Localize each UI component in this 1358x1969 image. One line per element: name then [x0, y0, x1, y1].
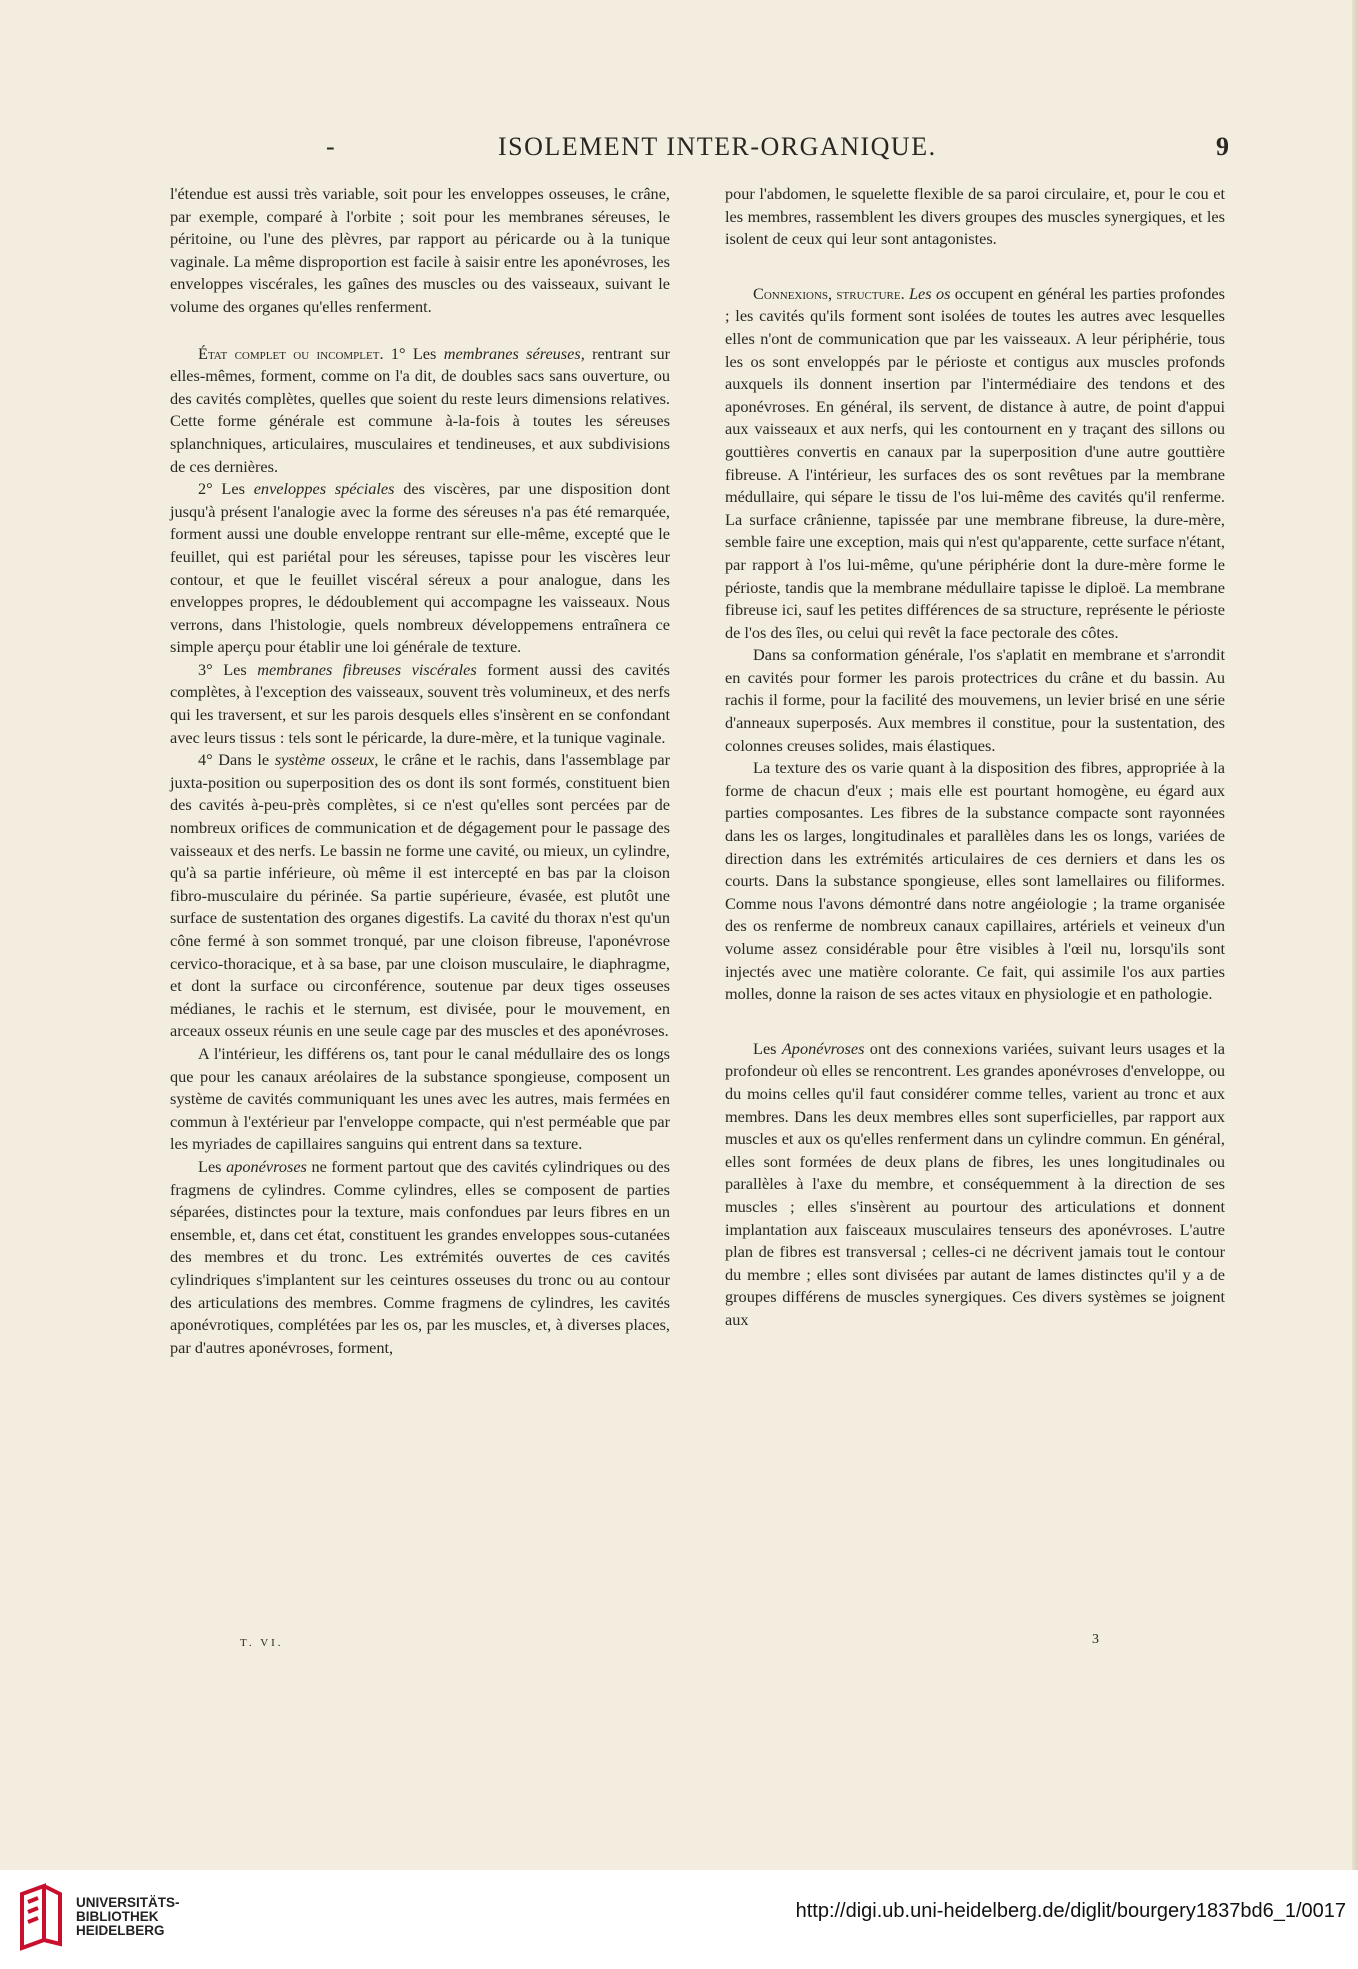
text-run: 2° Les: [198, 479, 254, 499]
section-heading: Connexions, structure.: [753, 283, 905, 303]
library-name[interactable]: [76, 1896, 180, 1938]
text-run: forment aussi des cavités complètes, à l'exception des vaisseaux, souvent très volumineux, et des nerfs qui les traversent, et sur les parois desquels elles s'insèrent en se confondant avec leurs tissus : tels sont le péricarde, la dure-mère, et la tunique vaginale.: [170, 659, 670, 747]
text-run: rentrant sur elles-mêmes, forment, comme on l'a dit, de doubles sacs sans ouverture, ou des cavités complètes, quelles que soient du reste leurs dimensions relatives. Cette forme générale est commune à-la-fois à toutes les séreuses splanchniques, articulaires, musculaires et tendineuses, et aux subdivisions de ces dernières.: [170, 343, 671, 476]
sheet-number: 3: [1092, 1632, 1099, 1647]
right-column: [725, 183, 1225, 1332]
paragraph: [170, 1043, 670, 1156]
book-icon[interactable]: [14, 1882, 66, 1952]
text-run: 3° Les: [198, 659, 258, 679]
signature-mark: T. VI.: [240, 1637, 284, 1649]
italic-term: système osseux: [274, 750, 375, 770]
paragraph: [725, 1038, 1225, 1332]
text-run: occupent en général les parties profondes ; les cavités qu'ils forment sont isolées de toutes les autres avec lesquelles elles n'ont de communication que par les vaisseaux. A leur périphérie, tous les os sont enveloppés par le périoste et contigus aux muscles profonds auxquels ils donnent insertion par l'intermédiaire des tendons et des aponévroses. En général, ils servent, de distance à autre, de point d'appui aux vaisseaux et aux nerfs, qui les contournent en y traçant des sillons ou gouttières convertis en canaux par la superposition d'une autre gouttière fibreuse. A l'intérieur, les surfaces des os sont revêtues par la membrane médullaire, qui sépare le tissu de l'os lui-même des cavités qu'il renferme. La surface crânienne, tapissée par une membrane fibreuse, la dure-mère, semble faire une exception, mais qui n'est qu'apparente, cette surface n'étant, par rapport à l'os lui-même, qu'une périphérie dont la dure-mère forme le périoste, tandis que la membrane médullaire tapisse le diploë. La membrane fibreuse ici, sauf les petites différences de sa structure, représente le périoste de l'os des îles, ou celui qui revêt la face pectorale des côtes.: [725, 283, 1225, 642]
text-run: , le crâne et le rachis, dans l'assemblage par juxta-position ou superposition des os dont ils sont formés, constituent bien des cavités à-peu-près complètes, si ce n'est qu'elles sont percées par de nombreux orifices de communication et de dégagement pour le passage des vaisseaux et des nerfs. Le bassin ne forme une cavité, ou mieux, un cylindre, qu'à sa partie inférieure, où même il est intercepté en bas par la cloison fibro-musculaire du périnée. Sa partie supérieure, évasée, est plutôt une surface de sustentation des organes digestifs. La cavité du thorax n'est qu'un cône fermé à son sommet tronqué, par une cloison fibreuse, l'aponévrose cervico-thoracique, et à sa base, par une cloison musculaire, le diaphragme, et dont la surface ou circonférence, soutenue par deux tiges osseuses médianes, le rachis et le sternum, est divisée, pour le mouvement, en arceaux osseux réunis en une seule cage par des muscles et des aponévroses.: [170, 750, 671, 1041]
permalink-url[interactable]: http://digi.ub.uni-heidelberg.de/diglit/bourgery1837bd6_1/0017: [795, 1900, 1346, 1922]
paragraph: [725, 644, 1225, 757]
paragraph: [725, 283, 1225, 645]
text-run: Les: [198, 1156, 227, 1176]
text-run: 1° Les: [383, 343, 444, 363]
text-run: ont des connexions variées, suivant leurs usages et la profondeur où elles se rencontrent. Les grandes aponévroses d'enveloppe, ou du moins celles qu'il faut considérer comme telles, varient au tronc et aux membres. Dans les deux membres elles sont superficielles, par rapport aux muscles et aux os qu'elles renferment dans un cylindre commun. En général, elles sont formées de deux plans de fibres, les unes longitudinales ou parallèles à l'axe du membre, et conséquemment à la direction de ses muscles ; elles s'insèrent au pourtour des articulations et donnent implantation aux faisceaux musculaires tenseurs des aponévroses. L'autre plan de fibres est transversal ; celles-ci ne décrivent jamais tout le contour du membre ; elles sont divisées par autant de lames distinctes qu'il y a de groupes différens de muscles synergiques. Ces divers systèmes se joignent aux: [725, 1038, 1225, 1329]
text-run: ne forment partout que des cavités cylindriques ou des fragmens de cylindres. Comme cylindres, elles se composent de parties séparées, distinctes pour la texture, mais confondues par leurs fibres en un ensemble, et, dans cet état, constituent les grandes enveloppes sous-cutanées des membres et du tronc. Les extrémités ouvertes de ces cavités cylindriques s'implantent sur les ceintures osseuses du tronc ou au contour des articulations des membres. Comme fragmens de cylindres, les cavités aponévrotiques, complétées par les os, par les muscles, et, à diverses places, par d'autres aponévroses, forment,: [170, 1156, 670, 1357]
paragraph: [170, 183, 670, 319]
library-name-line1: UNIVERSITÄTS-: [76, 1895, 180, 1910]
italic-term: aponévroses: [226, 1156, 307, 1176]
text-run: 4° Dans le: [198, 750, 275, 770]
page-number: 9: [1216, 132, 1230, 161]
text-run: Dans sa conformation générale, l'os s'aplatit en membrane et s'arrondit en cavités pour former les parois protectrices du crâne et du bassin. Au rachis il forme, pour la facilité des mouvemens, un levier brisé en une série d'anneaux superposés. Aux membres il constitue, pour la sustentation, des colonnes creuses solides, mais élastiques.: [725, 645, 1225, 755]
paragraph: [725, 183, 1225, 251]
section-heading: État complet ou incomplet.: [198, 343, 384, 363]
paragraph: [170, 749, 670, 1043]
library-footer: [0, 1870, 1358, 1969]
page-edge: [1352, 0, 1358, 1870]
text-run: des viscères, par une disposition dont jusqu'à présent l'analogie avec la forme des séreuses n'a pas été remarquée, forment aussi une double enveloppe rentrant sur elle-même, excepté que le feuillet, qui est pariétal pour les séreuses, tapisse pour les viscères leur contour, et que le feuillet viscéral séreux a pour analogue, dans les enveloppes propres, le dédoublement qui accompagne les vaisseaux. Nous verrons, dans l'histologie, quels nombreux développemens entraînera ce simple aperçu pour établir une loi générale de texture.: [170, 479, 671, 657]
paragraph: [725, 757, 1225, 1006]
library-name-line2: BIBLIOTHEK: [76, 1909, 159, 1924]
paragraph: [170, 343, 670, 479]
header-dash: -: [326, 132, 336, 161]
page-title: ISOLEMENT INTER-ORGANIQUE.: [498, 132, 937, 161]
running-head: [170, 132, 1230, 172]
text-run: Les: [753, 1038, 782, 1058]
paragraph: [170, 1156, 670, 1359]
library-name-line3: HEIDELBERG: [76, 1923, 165, 1938]
text-run: pour l'abdomen, le squelette flexible de sa paroi circulaire, et, pour le cou et les membres, rassemblent les divers groupes des muscles synergiques, et les isolent de ceux qui leur sont antagonistes.: [725, 184, 1225, 249]
italic-term: Les os: [909, 283, 951, 303]
italic-term: membranes séreuses,: [443, 343, 585, 363]
paragraph: [170, 478, 670, 659]
text-run: La texture des os varie quant à la disposition des fibres, appropriée à la forme de chacun d'eux ; mais elle est pourtant homogène, eu égard aux parties composantes. Les fibres de la substance compacte sont rayonnées dans les os larges, longitudinales et parallèles dans les os longs, variées de direction dans les extrémités articulaires de ces derniers et dans les os courts. Dans la substance spongieuse, elles sont lamellaires ou filiformes. Comme nous l'avons démontré dans notre angéiologie ; la trame organisée des os renferme de nombreux canaux capillaires, artériels et veineux d'un volume assez considérable pour être visibles à l'œil nu, lorsqu'ils sont injectés avec une matière colorante. Ce fait, qui assimile l'os aux parties molles, donne la raison de ses actes vitaux en physiologie et en pathologie.: [725, 758, 1225, 1004]
left-column: [170, 183, 670, 1359]
text-run: A l'intérieur, les différens os, tant pour le canal médullaire des os longs que pour les canaux aréolaires de la substance spongieuse, composent un système de cavités communiquant les unes avec les autres, mais fermées en commun à l'extérieur par l'enveloppe compacte, qui n'est perméable que par les myriades de capillaires sanguins qui entrent dans sa texture.: [170, 1043, 670, 1154]
italic-term: membranes fibreuses viscérales: [257, 659, 477, 679]
text-run: l'étendue est aussi très variable, soit pour les enveloppes osseuses, le crâne, par exemple, comparé à l'orbite ; soit pour les membranes séreuses, le péritoine, ou l'une des plèvres, par rapport au péricarde ou à la tunique vaginale. La même disproportion est facile à saisir entre les aponévroses, les enveloppes viscérales, les gaînes des muscles ou des vaisseaux, suivant le volume des organes qu'elles renferment.: [170, 184, 670, 316]
paragraph: [170, 659, 670, 749]
italic-term: enveloppes spéciales: [253, 479, 395, 499]
italic-term: Aponévroses: [781, 1038, 865, 1058]
